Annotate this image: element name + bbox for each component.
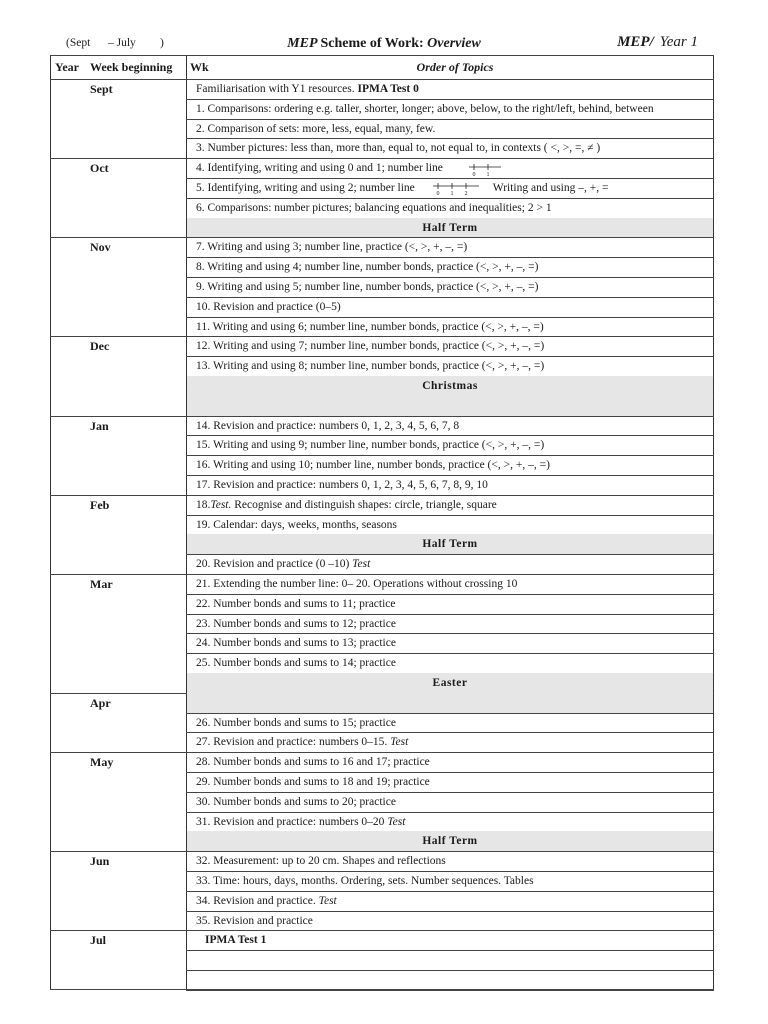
topic-row — [187, 792, 713, 812]
topic-text — [187, 400, 196, 412]
topic-text: 19. Calendar: days, weeks, months, seasons — [196, 518, 397, 531]
topic-row — [187, 198, 713, 218]
topic-text: 4. Identifying, writing and using 0 and 1; number line — [196, 162, 443, 175]
topic-text: 10. Revision and practice (0–5) — [196, 300, 341, 313]
topic-text: 27. Revision and practice: numbers 0–15. — [196, 736, 391, 749]
topic-row — [187, 911, 713, 931]
topic-row — [187, 178, 713, 198]
topic-text: 34. Revision and practice. — [196, 894, 319, 907]
topic-text: Christmas — [422, 380, 478, 392]
topic-row — [187, 257, 713, 277]
topic-row — [187, 317, 713, 337]
topic-row — [187, 119, 713, 139]
topic-text: 17. Revision and practice: numbers 0, 1, 2, 3, 4, 5, 6, 7, 8, 9, 10 — [196, 479, 488, 491]
topic-row — [187, 574, 713, 594]
scheme-table — [50, 55, 714, 990]
topic-row — [187, 633, 713, 653]
month-label: Apr — [90, 695, 111, 710]
topic-row — [187, 237, 713, 257]
topic-text: 32. Measurement: up to 20 cm. Shapes and reflections — [196, 855, 446, 868]
topic-text: 3. Number pictures: less than, more than, equal to, not equal to, in contexts ( <, >, =, ≠ ) — [196, 142, 601, 155]
month-label: Feb — [90, 497, 110, 512]
topic-row — [187, 812, 713, 832]
topic-row — [187, 713, 713, 733]
topic-text: 26. Number bonds and sums to 15; practice — [196, 716, 396, 729]
month-label: Oct — [90, 161, 109, 176]
topic-row — [187, 416, 713, 436]
mep-label: MEP/ — [617, 34, 654, 50]
topic-row — [187, 376, 713, 396]
row-rule — [186, 990, 714, 991]
topic-text: Half Term — [422, 835, 478, 848]
topic-row — [187, 158, 713, 178]
period-from: (Sept — [66, 37, 91, 49]
topic-text: Familiarisation with Y1 resources. — [196, 83, 358, 95]
topic-row — [187, 277, 713, 297]
number-line-label: 0 — [436, 191, 440, 197]
page-header — [0, 0, 768, 52]
month-label: May — [90, 755, 114, 770]
number-line-icon — [469, 163, 501, 175]
topic-text: 11. Writing and using 6; number line, number bonds, practice (<, >, +, –, =) — [196, 320, 544, 333]
number-line-label: 1 — [450, 191, 454, 197]
topic-row — [187, 455, 713, 475]
topic-text: 13. Writing and using 8; number line, number bonds, practice (<, >, +, –, =) — [196, 360, 545, 373]
month-label: Jun — [90, 854, 110, 869]
row-rule — [50, 55, 714, 56]
topic-text: 30. Number bonds and sums to 20; practice — [196, 795, 396, 808]
topic-row — [187, 435, 713, 455]
month-label: Mar — [90, 577, 113, 591]
topic-italic: Test — [318, 894, 337, 907]
topic-text: 23. Number bonds and sums to 12; practice — [196, 617, 396, 630]
topic-row — [187, 99, 713, 119]
title-mep: MEP — [287, 36, 317, 51]
topic-row — [187, 594, 713, 614]
topic-text: 25. Number bonds and sums to 14; practice — [196, 657, 396, 670]
row-rule — [50, 237, 187, 238]
month-label: Dec — [90, 339, 110, 354]
period-to: – July — [108, 37, 136, 49]
row-rule — [50, 416, 187, 417]
topic-row — [187, 614, 713, 634]
topic-row — [187, 554, 713, 574]
column-rule — [713, 55, 714, 990]
topic-text: 21. Extending the number line: 0– 20. Operations without crossing 10 — [196, 578, 518, 590]
topic-row — [187, 851, 713, 871]
column-year: Year — [55, 60, 79, 74]
topic-row — [187, 970, 713, 990]
topic-text: 15. Writing and using 9; number line, number bonds, practice (<, >, +, –, =) — [196, 439, 545, 452]
row-rule — [50, 752, 187, 753]
topic-text — [187, 934, 196, 946]
year-label — [617, 34, 698, 51]
topic-text — [187, 974, 196, 986]
year-value: Year 1 — [659, 34, 698, 50]
column-wk: Wk — [190, 60, 209, 74]
topic-text: 29. Number bonds and sums to 18 and 19; practice — [196, 776, 430, 788]
topic-row — [187, 891, 713, 911]
topic-text: 28. Number bonds and sums to 16 and 17; practice — [196, 756, 430, 769]
topic-text: Half Term — [422, 221, 478, 234]
row-rule — [50, 574, 187, 575]
topic-text: 22. Number bonds and sums to 11; practice — [196, 597, 396, 610]
topic-bold: IPMA Test 1 — [205, 934, 267, 947]
topic-text: 8. Writing and using 4; number line, number bonds, practice (<, >, +, –, =) — [196, 261, 539, 274]
period-close: ) — [160, 37, 164, 49]
topic-text: 33. Time: hours, days, months. Ordering, sets. Number sequences. Tables — [196, 875, 534, 887]
topic-text: 16. Writing and using 10; number line, number bonds, practice (<, >, +, –, =) — [196, 459, 550, 472]
topic-row — [187, 534, 713, 554]
topic-text: 7. Writing and using 3; number line, practice (<, >, +, –, =) — [196, 241, 468, 254]
column-order-of-topics: Order of Topics — [416, 60, 494, 74]
topic-row — [187, 495, 713, 515]
topic-text: Easter — [432, 677, 468, 689]
topic-italic: Test. — [210, 498, 232, 511]
topic-text — [187, 954, 196, 966]
topic-text — [187, 697, 196, 709]
row-rule — [50, 495, 187, 496]
topic-extra: Writing and using –, +, = — [492, 182, 609, 194]
column-rule — [50, 55, 51, 990]
topic-rest: Recognise and distinguish shapes: circle, triangle, square — [231, 498, 497, 511]
topic-row — [187, 752, 713, 772]
topic-text: 24. Number bonds and sums to 13; practice — [196, 637, 396, 650]
topic-italic: Test — [390, 736, 409, 749]
column-week-beginning: Week beginning — [90, 60, 173, 74]
topic-italic: Test — [387, 815, 406, 828]
row-rule — [50, 930, 187, 931]
row-rule — [50, 851, 187, 852]
topic-row — [187, 336, 713, 356]
topic-text: 12. Writing and using 7; number line, number bonds, practice (<, >, +, –, =) — [196, 340, 545, 353]
topic-text: 20. Revision and practice (0 –10) — [196, 558, 353, 571]
topic-row — [187, 693, 713, 713]
number-line-label: 1 — [486, 171, 490, 177]
number-line-label: 2 — [464, 191, 468, 197]
topic-text: 5. Identifying, writing and using 2; number line — [196, 182, 415, 194]
topic-row — [187, 653, 713, 673]
topic-row — [187, 79, 713, 99]
topic-row — [187, 356, 713, 376]
topic-row — [187, 831, 713, 851]
topic-row — [187, 930, 713, 950]
title-overview: Overview — [427, 36, 481, 51]
topic-row — [187, 673, 713, 693]
topic-row — [187, 871, 713, 891]
topic-text: 2. Comparison of sets: more, less, equal, many, few. — [196, 122, 436, 135]
row-rule — [50, 158, 187, 159]
topic-row — [187, 218, 713, 238]
topic-text: 14. Revision and practice: numbers 0, 1, 2, 3, 4, 5, 6, 7, 8 — [196, 419, 460, 432]
topic-row — [187, 515, 713, 535]
row-rule — [50, 336, 187, 337]
row-rule — [50, 693, 187, 694]
topic-text: 31. Revision and practice: numbers 0–20 — [196, 815, 388, 828]
topic-row — [187, 396, 713, 416]
topic-text: 35. Revision and practice — [196, 914, 313, 927]
topic-row — [187, 475, 713, 495]
topic-row — [187, 772, 713, 792]
month-label: Jul — [90, 933, 107, 948]
month-label: Sept — [90, 82, 113, 96]
topic-text: 9. Writing and using 5; number line, number bonds, practice (<, >, +, –, =) — [196, 281, 539, 293]
topic-italic: Test — [352, 558, 371, 571]
topic-bold: IPMA Test 0 — [357, 83, 419, 95]
topic-row — [187, 138, 713, 158]
number-line-icon — [433, 182, 479, 197]
month-label: Nov — [90, 240, 111, 255]
number-line-label: 0 — [472, 171, 476, 177]
topic-text: 6. Comparisons: number pictures; balancing equations and inequalities; 2 > 1 — [196, 201, 552, 214]
month-label: Jan — [90, 418, 109, 433]
topic-text: Half Term — [422, 538, 478, 551]
topic-row — [187, 732, 713, 752]
topic-row — [187, 297, 713, 317]
topic-row — [187, 950, 713, 970]
title-scheme: Scheme of Work: — [320, 36, 424, 51]
topic-text: 18. — [196, 498, 211, 511]
topic-text: 1. Comparisons: ordering e.g. taller, shorter, longer; above, below, to the right/left, behind, between — [196, 102, 654, 115]
